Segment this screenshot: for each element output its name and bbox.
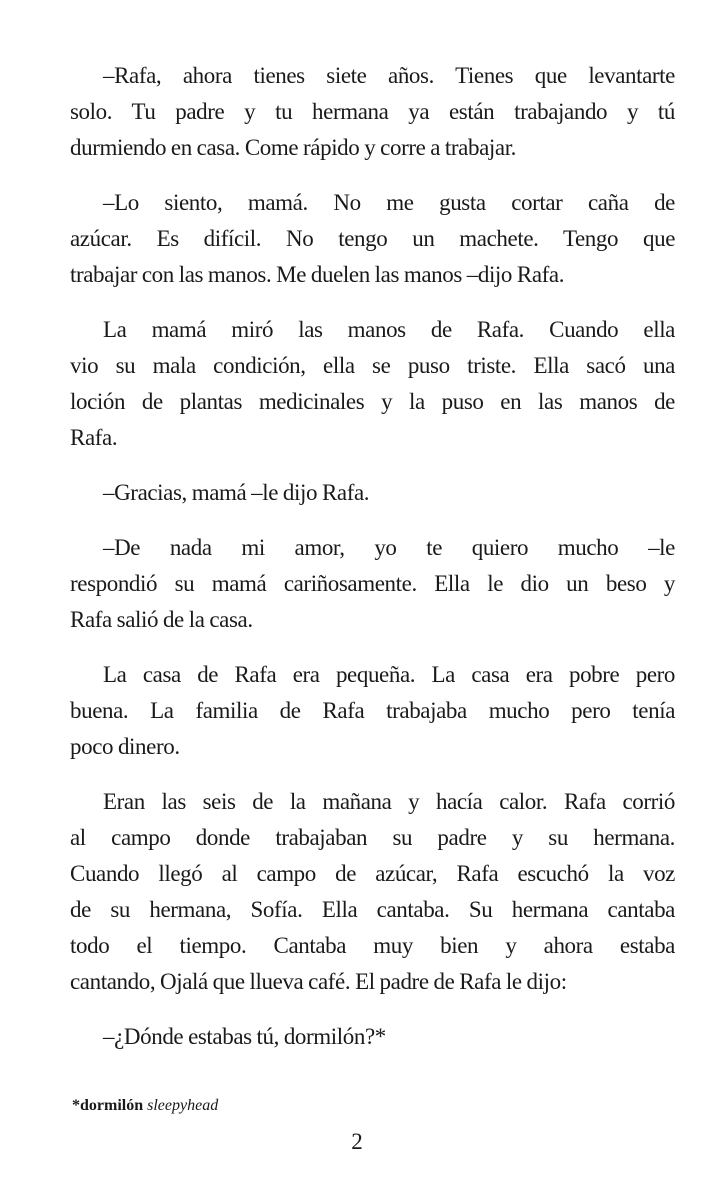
text-line: de su hermana, Sofía. Ella cantaba. Su hermana cantaba [70, 897, 675, 922]
text-line: poco dinero. [70, 734, 180, 759]
paragraph [70, 312, 675, 456]
text-line: Cuando llegó al campo de azúcar, Rafa escuchó la voz [70, 861, 675, 886]
paragraph [70, 1019, 675, 1055]
footnote [72, 1095, 675, 1117]
text-line: –De nada mi amor, yo te quiero mucho –le [103, 535, 675, 560]
text-line: –¿Dónde estabas tú, dormilón?* [103, 1024, 386, 1049]
text-line: durmiendo en casa. Come rápido y corre a trabajar. [70, 135, 517, 160]
text-line: Rafa. [70, 425, 118, 450]
text-line: Eran las seis de la mañana y hacía calor. Rafa corrió [103, 789, 675, 814]
text-line: vio su mala condición, ella se puso triste. Ella sacó una [70, 353, 675, 378]
text-line: solo. Tu padre y tu hermana ya están trabajando y tú [70, 99, 675, 124]
paragraph [70, 185, 675, 293]
page-body [70, 58, 675, 1055]
text-line: todo el tiempo. Cantaba muy bien y ahora estaba [70, 933, 675, 958]
paragraph [70, 475, 675, 511]
text-line: buena. La familia de Rafa trabajaba mucho pero tenía [70, 698, 675, 723]
text-line: La casa de Rafa era pequeña. La casa era pobre pero [103, 662, 675, 687]
text-line: azúcar. Es difícil. No tengo un machete. Tengo que [70, 226, 675, 251]
paragraph [70, 657, 675, 765]
footnote-term: *dormilón [72, 1097, 144, 1114]
text-line: loción de plantas medicinales y la puso en las manos de [70, 389, 675, 414]
footnote-translation: sleepyhead [147, 1097, 219, 1114]
page-number: 2 [351, 1129, 363, 1154]
text-line: cantando, Ojalá que llueva café. El padre de Rafa le dijo: [70, 969, 567, 994]
text-line: Rafa salió de la casa. [70, 607, 253, 632]
text-line: La mamá miró las manos de Rafa. Cuando ella [103, 317, 675, 342]
text-line: al campo donde trabajaban su padre y su hermana. [70, 825, 675, 850]
text-line: –Lo siento, mamá. No me gusta cortar caña de [103, 190, 675, 215]
text-line: respondió su mamá cariñosamente. Ella le dio un beso y [70, 571, 675, 596]
paragraph [70, 784, 675, 1000]
text-line: trabajar con las manos. Me duelen las manos –dijo Rafa. [70, 262, 565, 287]
paragraph [70, 58, 675, 166]
text-line: –Gracias, mamá –le dijo Rafa. [103, 480, 370, 505]
paragraph [70, 530, 675, 638]
text-line: –Rafa, ahora tienes siete años. Tienes que levantarte [103, 63, 675, 88]
